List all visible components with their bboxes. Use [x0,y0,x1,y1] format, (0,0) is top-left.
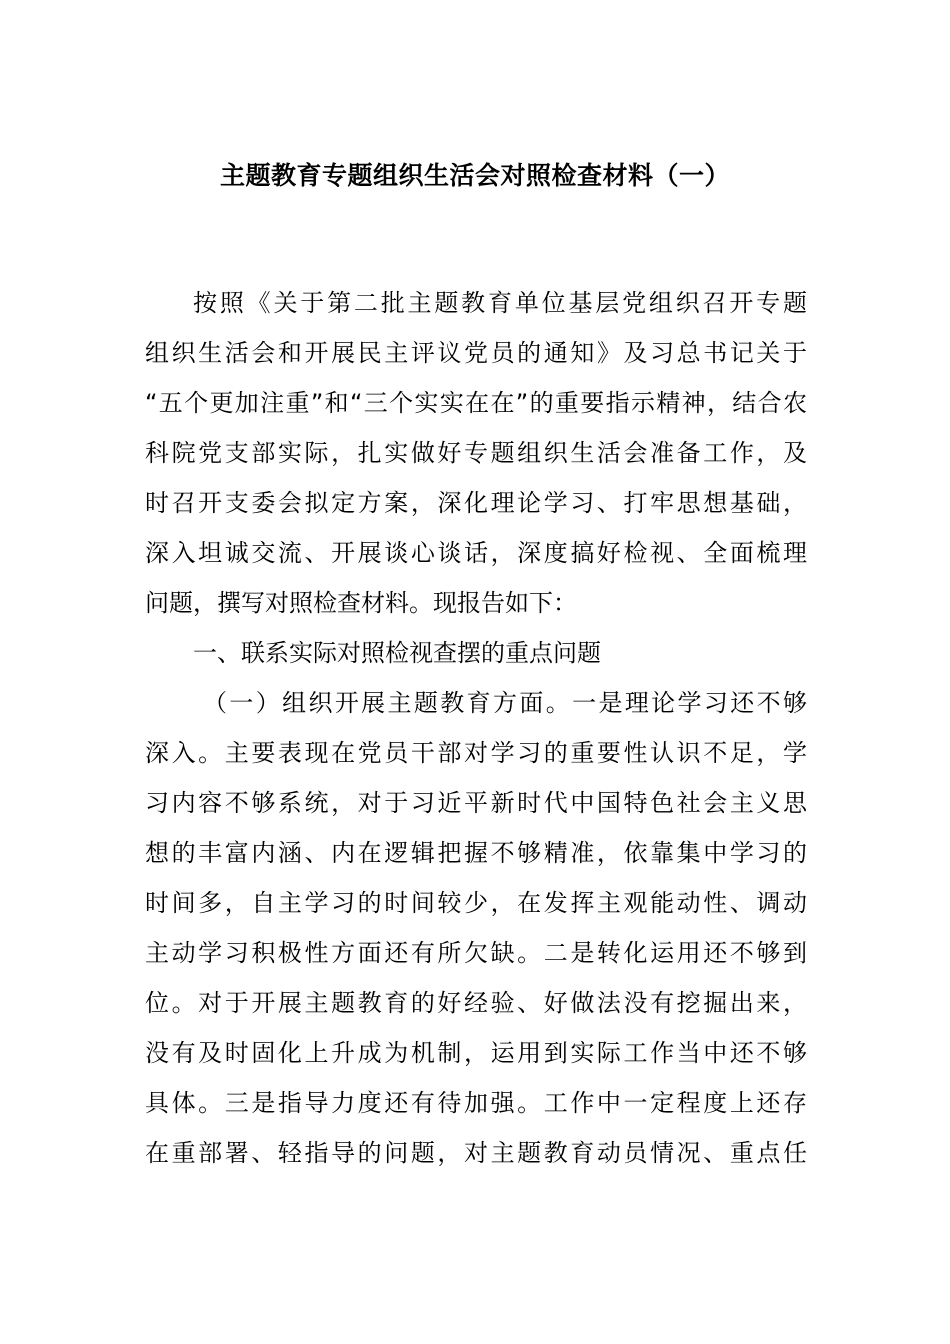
paragraph-line: 问题，撰写对照检查材料。现报告如下： [145,589,577,617]
paragraph-line: 科院党支部实际，扎实做好专题组织生活会准备工作，及 [145,439,807,467]
paragraph-line: “五个更加注重”和“三个实实在在”的重要指示精神，结合农 [145,389,807,417]
paragraph-line: （一）组织开展主题教育方面。一是理论学习还不够 [203,689,807,717]
paragraph-line: 习内容不够系统，对于习近平新时代中国特色社会主义思 [145,789,807,817]
paragraph-line: 位。对于开展主题教育的好经验、好做法没有挖掘出来， [145,989,807,1017]
paragraph-line: 组织生活会和开展民主评议党员的通知》及习总书记关于 [145,339,807,367]
paragraph-line: 按照《关于第二批主题教育单位基层党组织召开专题 [193,289,807,317]
paragraph-line: 时间多，自主学习的时间较少，在发挥主观能动性、调动 [145,889,807,917]
section-heading: 一、联系实际对照检视查摆的重点问题 [193,639,601,667]
paragraph-line: 在重部署、轻指导的问题，对主题教育动员情况、重点任 [145,1139,807,1167]
paragraph-line: 想的丰富内涵、内在逻辑把握不够精准，依靠集中学习的 [145,839,807,867]
document-title: 主题教育专题组织生活会对照检查材料（一） [219,161,730,190]
paragraph-line: 具体。三是指导力度还有待加强。工作中一定程度上还存 [145,1089,807,1117]
paragraph-line: 深入坦诚交流、开展谈心谈话，深度搞好检视、全面梳理 [145,539,807,567]
paragraph-line: 主动学习积极性方面还有所欠缺。二是转化运用还不够到 [145,939,807,967]
paragraph-line: 深入。主要表现在党员干部对学习的重要性认识不足，学 [145,739,807,767]
paragraph-line: 时召开支委会拟定方案，深化理论学习、打牢思想基础， [145,489,807,517]
paragraph-line: 没有及时固化上升成为机制，运用到实际工作当中还不够 [145,1039,807,1067]
document-body [145,278,807,1178]
